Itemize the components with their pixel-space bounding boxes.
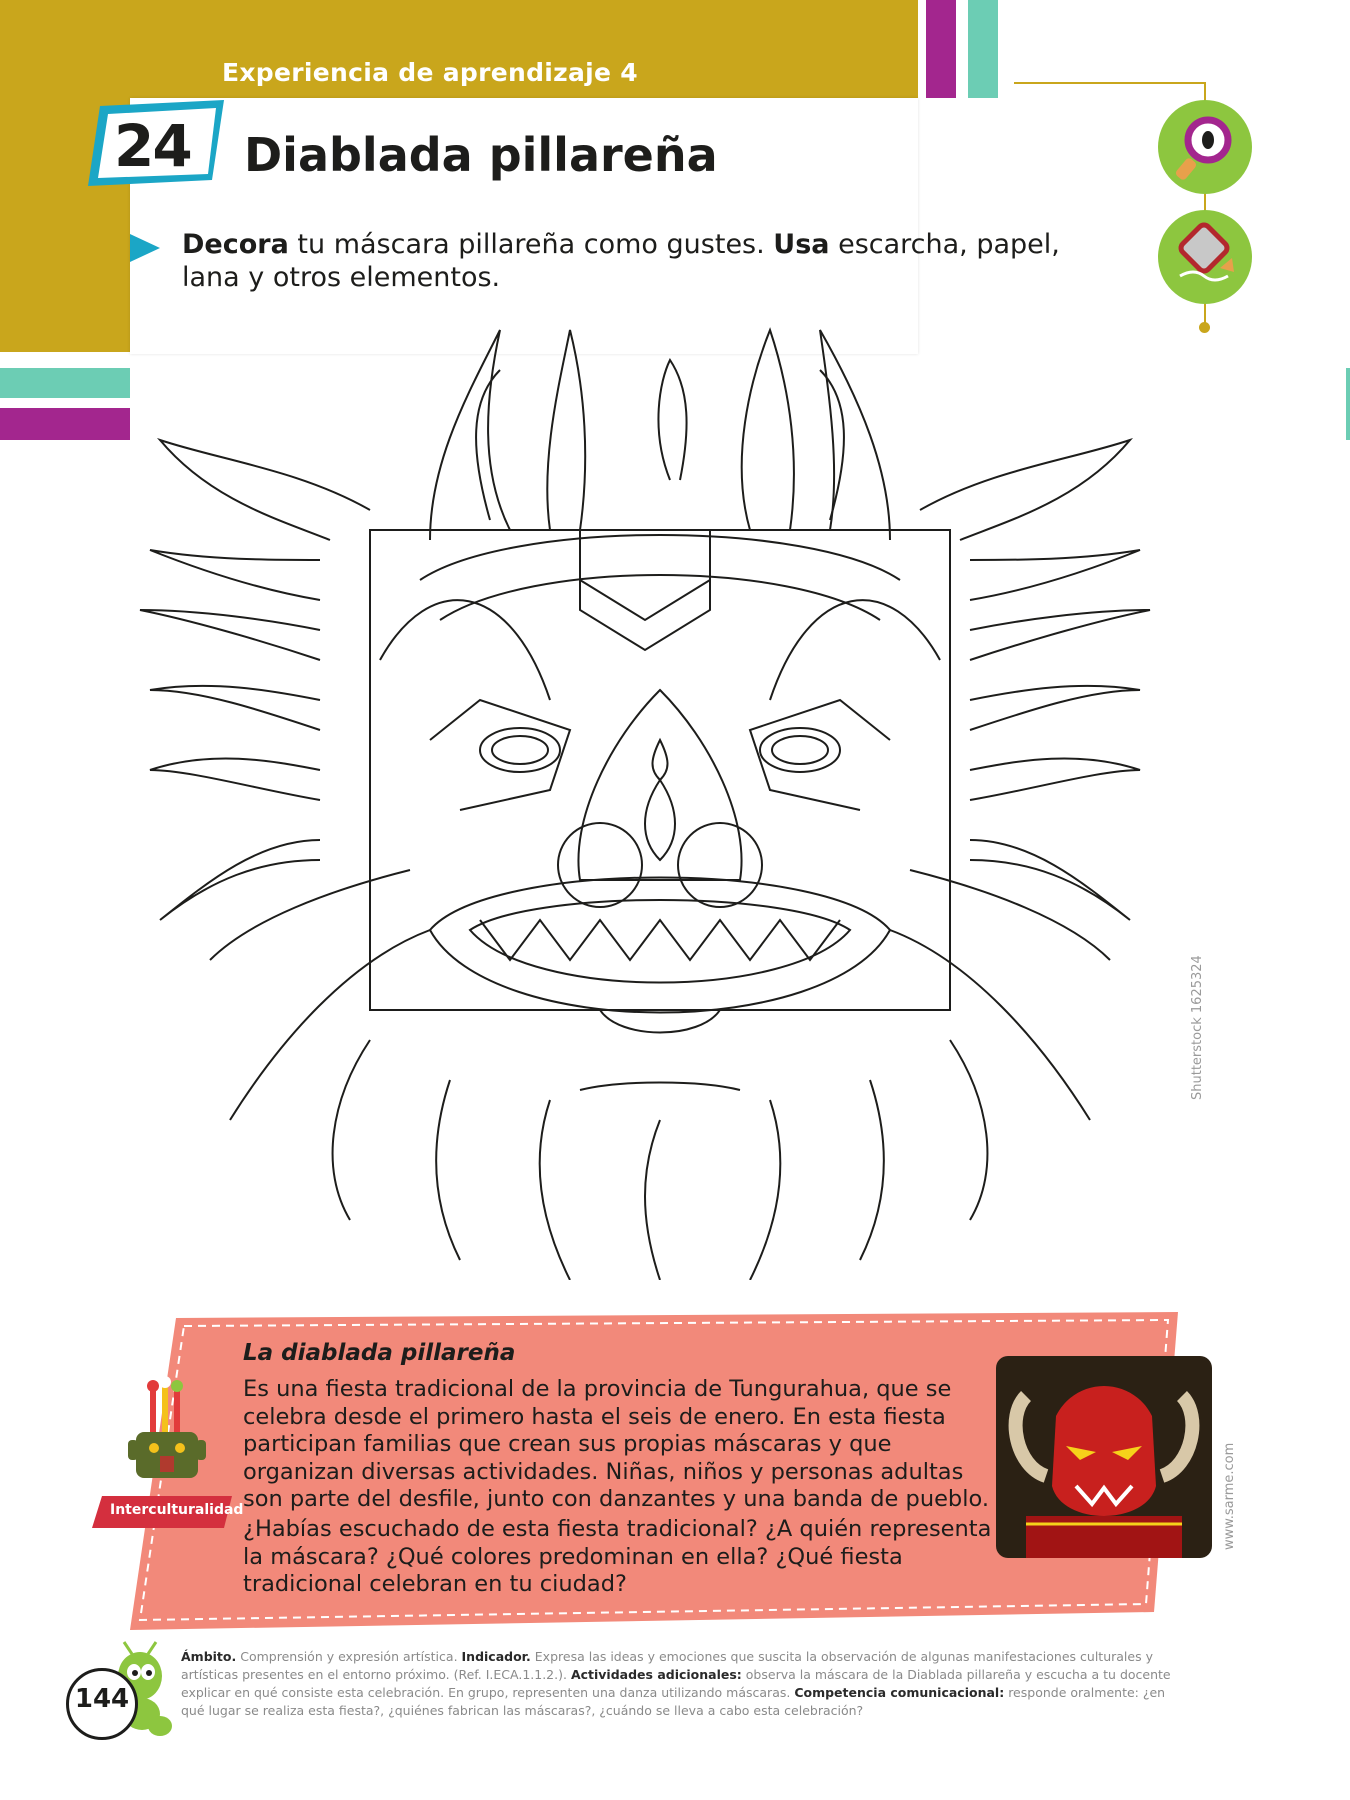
info-body: Es una fiesta tradicional de la provincia de Tungurahua, que se celebra desde el primero hasta el seis de enero. En esta fiesta participan familias que crean sus propias máscaras y que organizan diversas actividades. Niñas, niños y personas adultas son parte del desfile, junto con danzantes y una banda de pueblo. — [243, 1376, 989, 1512]
tag-label: Interculturalidad — [110, 1502, 244, 1518]
mask-figure-icon — [122, 1376, 212, 1494]
magnifier-icon — [1158, 100, 1252, 194]
magenta-strip-top — [926, 0, 956, 98]
mirror-icon — [1158, 210, 1252, 304]
lesson-number: 24 — [114, 112, 191, 180]
teacher-notes: Ámbito. Comprensión y expresión artística. Indicador. Expresa las ideas y emociones que suscita la observación de algunas manifestaciones culturales y artísticas presentes en el entorno próximo. (Ref. I.ECA.1.1.2.). Actividades adicionales: observa la máscara de la Diablada pillareña y escucha a tu docente explicar en qué consiste esta celebración. En grupo, representen una danza utilizando máscaras. Competencia comunicacional: responde oralmente: ¿en qué lugar se realiza esta fiesta?, ¿quiénes fabrican las máscaras?, ¿cuándo se lleva a cabo esta celebración? — [181, 1649, 1171, 1718]
edge-strip-right — [1346, 368, 1350, 440]
connector-line — [1014, 82, 1206, 84]
diablada-mask-drawing — [130, 320, 1190, 1280]
image-credit: Shutterstock 1625324 — [1190, 955, 1205, 1100]
experience-label: Experiencia de aprendizaje 4 — [222, 58, 638, 87]
photo-credit: www.sarme.com — [1222, 1442, 1237, 1550]
connector-dot — [1199, 322, 1210, 333]
devil-mask-photo — [996, 1356, 1212, 1558]
info-questions: ¿Habías escuchado de esta fiesta tradicional? ¿A quién representa la máscara? ¿Qué colores predominan en ella? ¿Qué fiesta tradicional celebran en tu ciudad? — [243, 1516, 992, 1597]
teal-strip-left — [0, 368, 130, 398]
page-title: Diablada pillareña — [244, 128, 718, 182]
instruction-text: Decora tu máscara pillareña como gustes. Usa escarcha, papel, lana y otros elementos. — [182, 229, 1060, 293]
teal-strip-top — [968, 0, 998, 98]
magenta-strip-left — [0, 408, 130, 440]
info-title: La diablada pillareña — [243, 1340, 516, 1366]
page-number: 144 — [74, 1684, 130, 1714]
bullet-arrow-icon — [130, 234, 160, 262]
